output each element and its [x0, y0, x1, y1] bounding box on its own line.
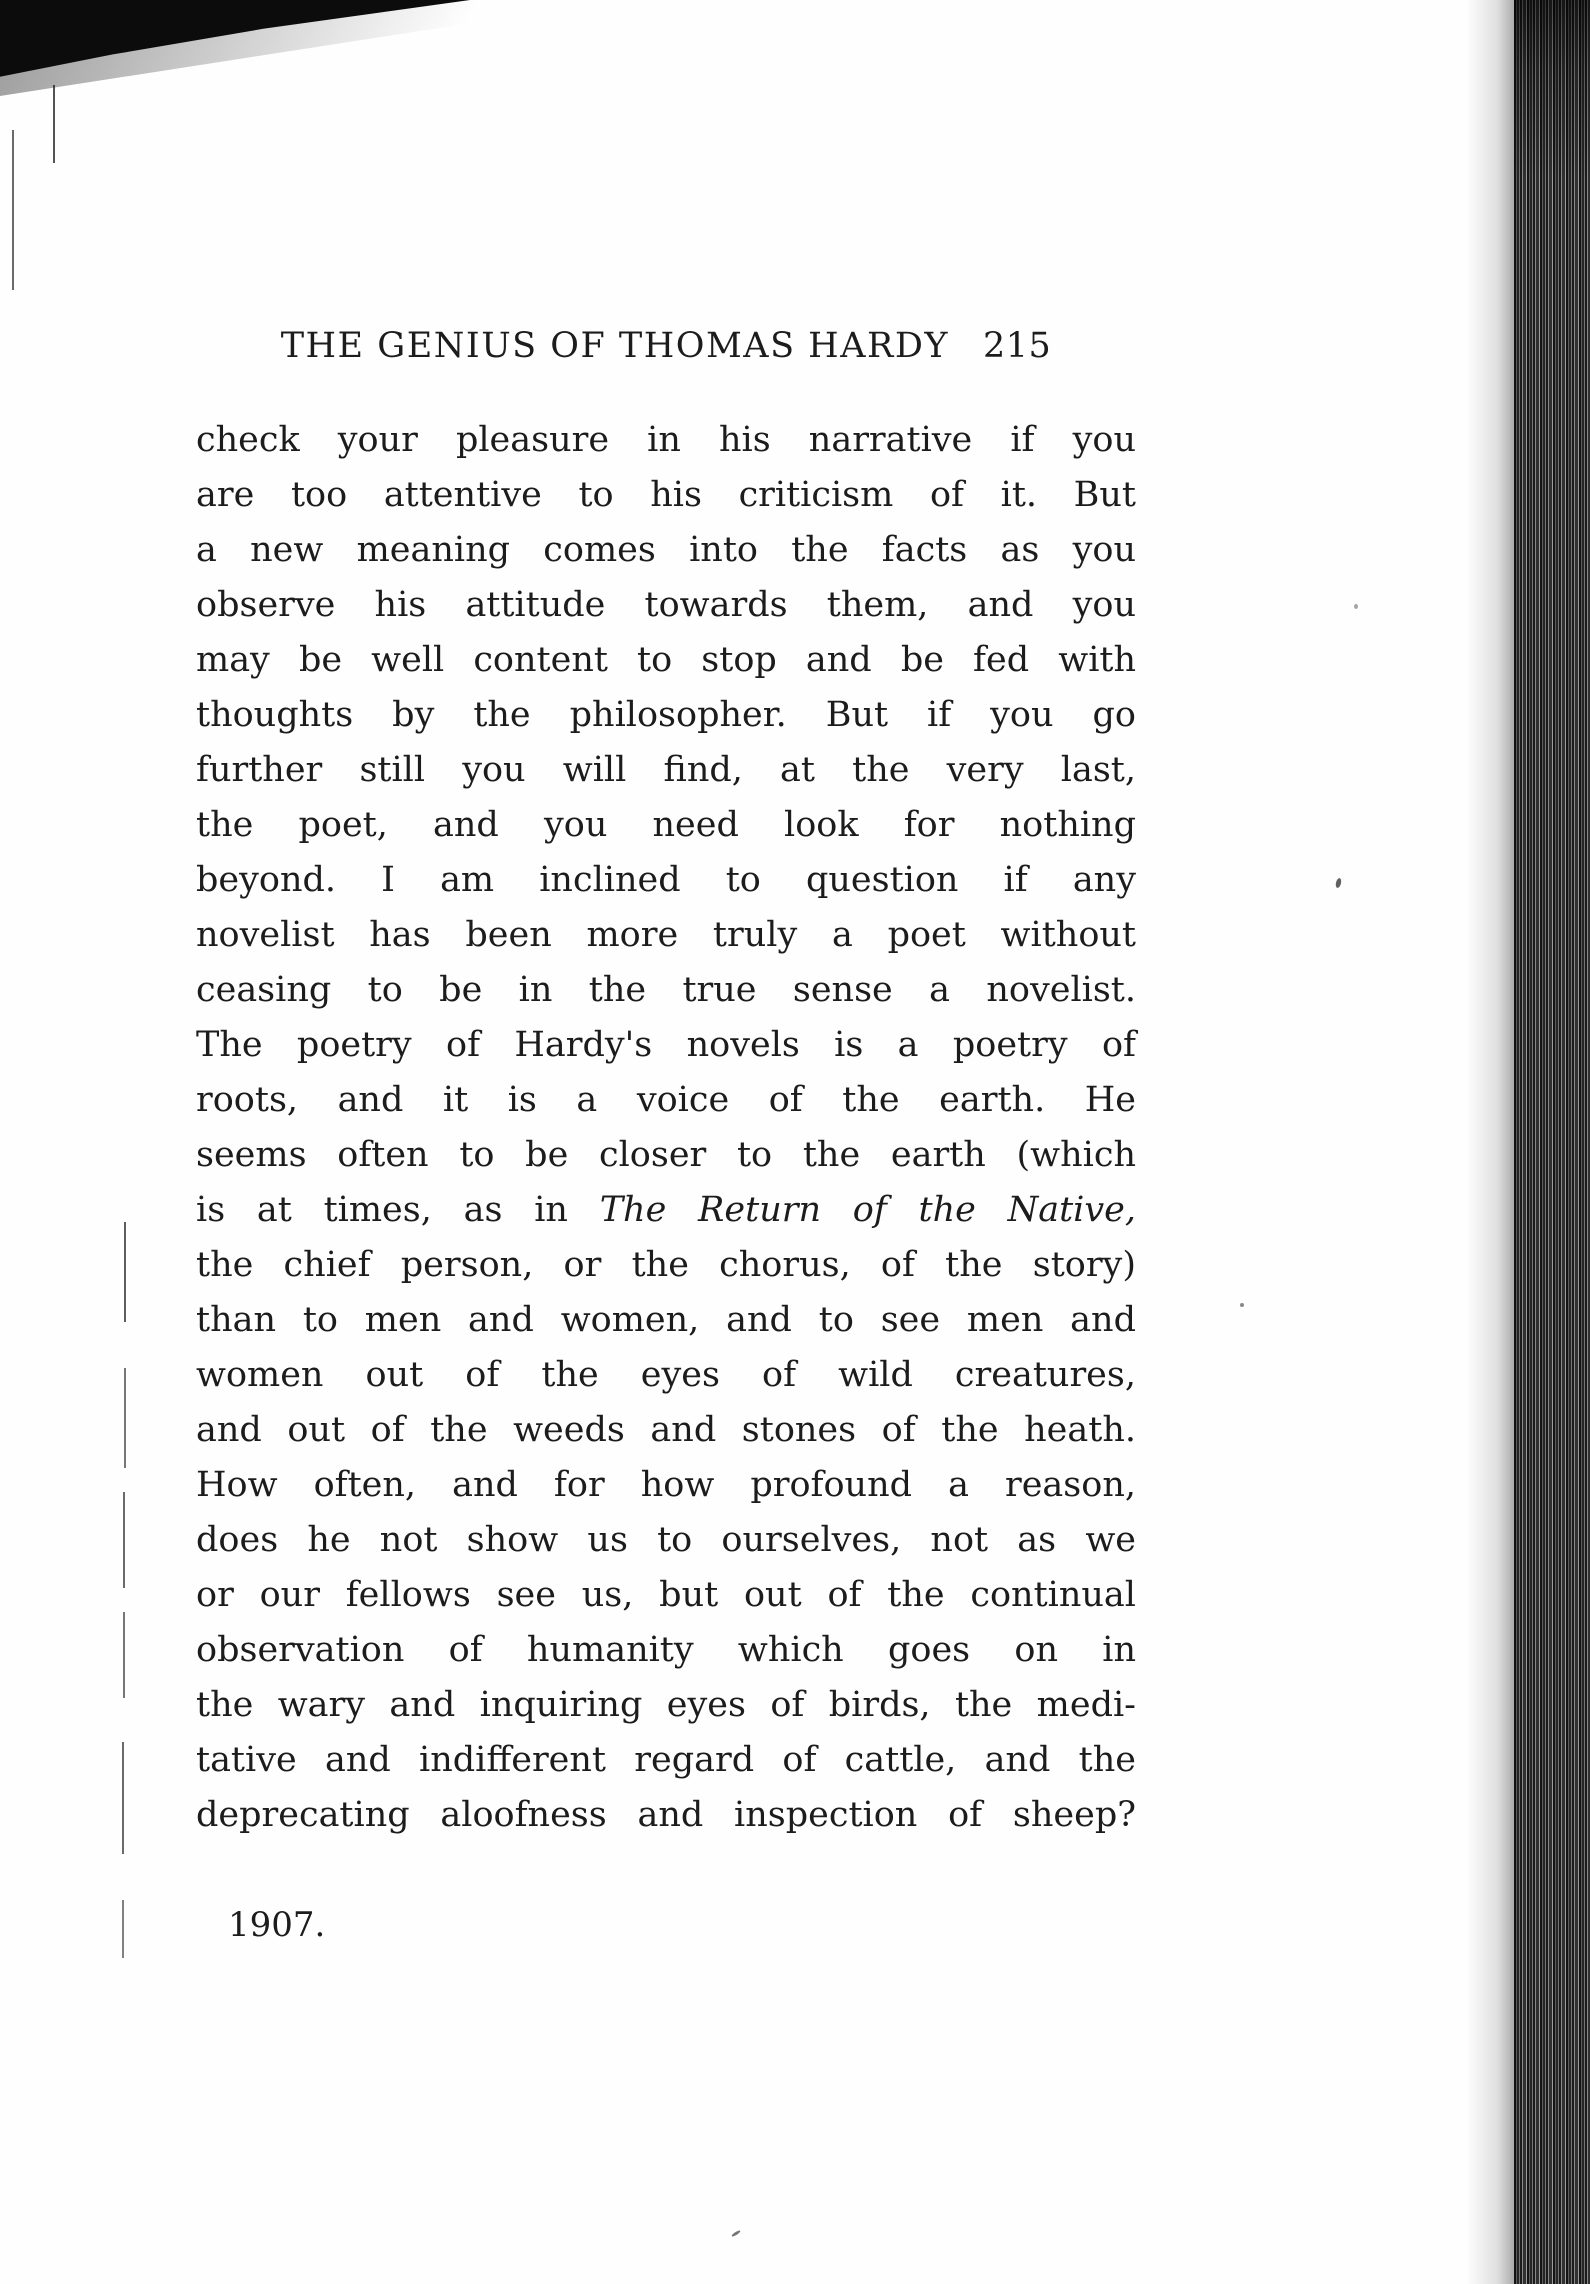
text-line: women out of the eyes of wild creatures,	[196, 1355, 1136, 1395]
text-fragment: is at times, as in	[196, 1190, 600, 1230]
text-line: does he not show us to ourselves, not as we	[196, 1520, 1136, 1560]
text-line: or our fellows see us, but out of the continual	[196, 1575, 1136, 1615]
text-line: the poet, and you need look for nothing	[196, 805, 1136, 845]
text-line: ceasing to be in the true sense a novelist.	[196, 970, 1136, 1010]
text-line: may be well content to stop and be fed with	[196, 640, 1136, 680]
page-number: 215	[983, 326, 1052, 366]
text-line: than to men and women, and to see men and	[196, 1300, 1136, 1340]
text-line: novelist has been more truly a poet without	[196, 915, 1136, 955]
text-line-with-title	[196, 1183, 1136, 1238]
scan-speck	[731, 2230, 741, 2238]
margin-mark	[123, 1492, 125, 1588]
text-line: deprecating aloofness and inspection of sheep?	[196, 1795, 1136, 1835]
text-line: check your pleasure in his narrative if you	[196, 420, 1136, 460]
margin-mark	[122, 1742, 124, 1854]
text-line: and out of the weeds and stones of the heath.	[196, 1410, 1136, 1450]
margin-mark	[124, 1222, 126, 1322]
text-line: are too attentive to his criticism of it. But	[196, 475, 1136, 515]
text-line: beyond. I am inclined to question if any	[196, 860, 1136, 900]
chapter-title: THE GENIUS OF THOMAS HARDY	[280, 326, 949, 366]
scan-speck	[1354, 604, 1358, 609]
book-title-italic: The Return of the Native,	[599, 1190, 1136, 1230]
text-line: roots, and it is a voice of the earth. He	[196, 1080, 1136, 1120]
text-line: The poetry of Hardy's novels is a poetry of	[196, 1025, 1136, 1065]
text-line: How often, and for how profound a reason,	[196, 1465, 1136, 1505]
text-line: a new meaning comes into the facts as you	[196, 530, 1136, 570]
scan-speck	[1335, 878, 1342, 889]
margin-mark	[123, 1612, 125, 1698]
text-line: tative and indifferent regard of cattle, and the	[196, 1740, 1136, 1780]
text-line: thoughts by the philosopher. But if you go	[196, 695, 1136, 735]
text-line: the chief person, or the chorus, of the story)	[196, 1245, 1136, 1285]
text-line: the wary and inquiring eyes of birds, the medi-	[196, 1685, 1136, 1725]
margin-mark	[122, 1900, 124, 1958]
text-column	[196, 413, 1136, 1843]
text-line: seems often to be closer to the earth (which	[196, 1135, 1136, 1175]
text-line: observation of humanity which goes on in	[196, 1630, 1136, 1670]
text-line: observe his attitude towards them, and you	[196, 585, 1136, 625]
margin-mark	[12, 130, 14, 290]
book-edge-stripe	[1514, 0, 1590, 2284]
margin-mark	[53, 85, 55, 163]
essay-date: 1907.	[228, 1905, 326, 1945]
running-head	[196, 326, 1136, 366]
scan-speck	[1240, 1303, 1244, 1307]
text-line: further still you will find, at the very last,	[196, 750, 1136, 790]
margin-mark	[124, 1368, 126, 1468]
page-edge-shadow	[1466, 0, 1514, 2284]
